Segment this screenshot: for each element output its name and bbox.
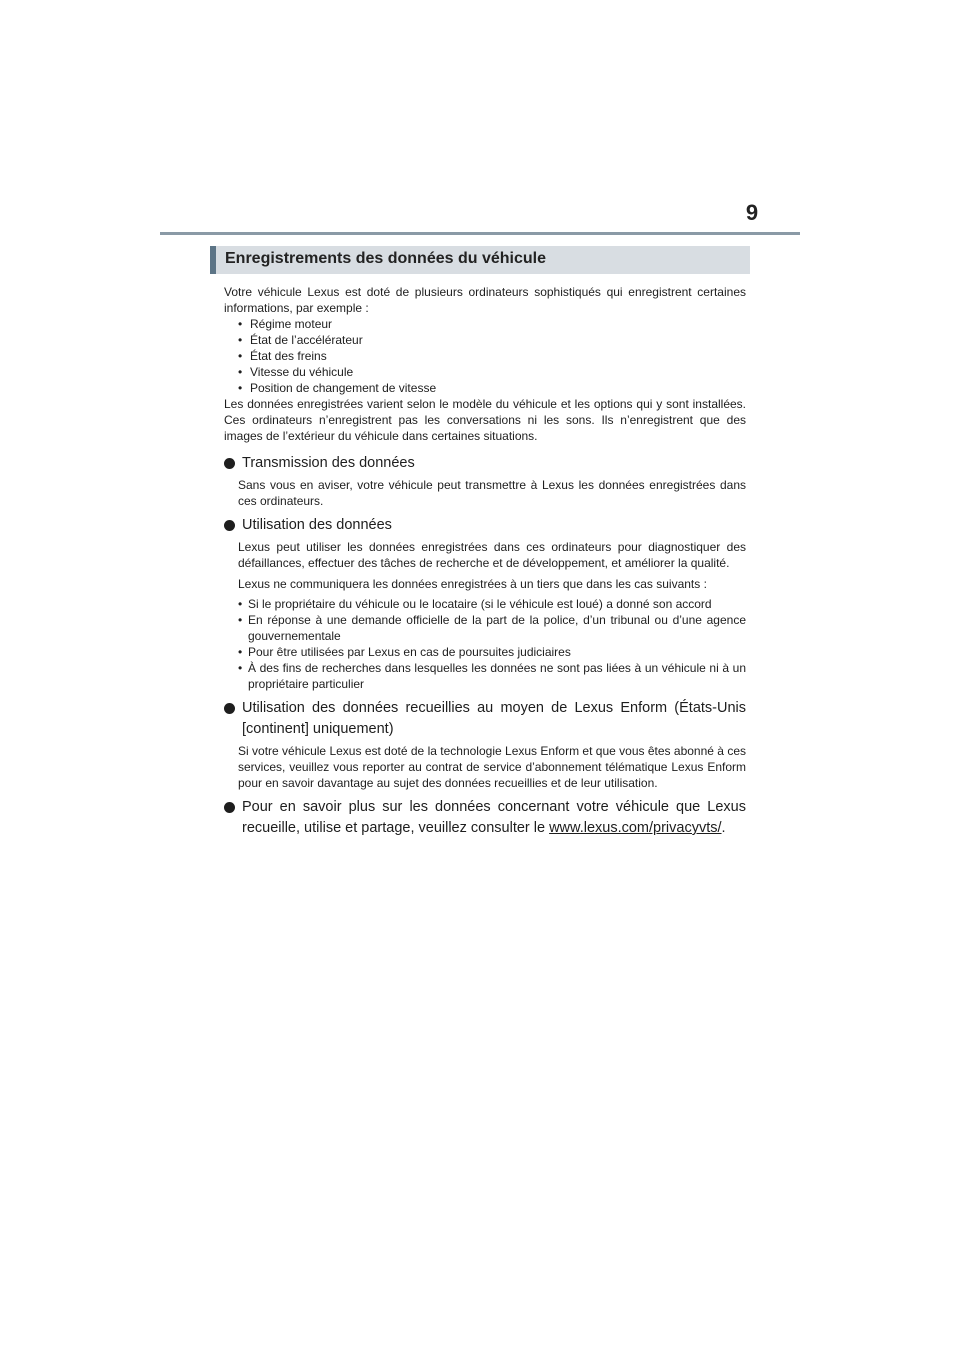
intro-after: Les données enregistrées varient selon le modèle du véhicule et les options qui y sont installées. Ces ordinateurs n’enregistrent pas les conversations ni les sons. Ils n’enregistrent que des images de l’extérieur du véhicule dans certaines situations.	[224, 397, 746, 443]
privacy-text: Pour en savoir plus sur les données concernant votre véhicule que Lexus recueille, utilise et partage, veuillez consulter le	[242, 799, 746, 836]
list-item: • Régime moteur	[238, 316, 746, 332]
bullet-dot-icon	[224, 520, 235, 531]
bullet-dot-icon	[224, 802, 235, 813]
utilisation-list	[238, 596, 746, 692]
list-item: • État des freins	[238, 348, 746, 364]
transmission-body	[238, 477, 746, 509]
enform-heading	[224, 698, 746, 740]
enform-body	[238, 743, 746, 791]
transmission-heading	[224, 453, 746, 474]
list-item: • Si le propriétaire du véhicule ou le locataire (si le véhicule est loué) a donné son accord	[238, 596, 746, 612]
privacy-link[interactable]: www.lexus.com/privacyvts/	[549, 820, 722, 836]
utilisation-text-1: Lexus peut utiliser les données enregistrées dans ces ordinateurs pour diagnostiquer des défaillances, effectuer des tâches de recherche et de développement, et améliorer la qualité.	[238, 540, 746, 570]
content	[224, 284, 746, 839]
section-title: Enregistrements des données du véhicule	[225, 250, 546, 267]
privacy-heading	[224, 797, 746, 839]
top-rule	[160, 232, 800, 235]
privacy-end: .	[721, 820, 726, 836]
list-item: • État de l’accélérateur	[238, 332, 746, 348]
intro-list	[238, 316, 746, 396]
list-item: • Position de changement de vitesse	[238, 380, 746, 396]
list-item: • À des fins de recherches dans lesquelles les données ne sont pas liées à un véhicule ni à un propriétaire particulier	[238, 660, 746, 692]
transmission-heading-text: Transmission des données	[242, 455, 415, 471]
list-item: • Vitesse du véhicule	[238, 364, 746, 380]
page-number: 9	[745, 200, 759, 225]
list-item: • En réponse à une demande officielle de la part de la police, d’un tribunal ou d’une agence gouvernementale	[238, 612, 746, 644]
list-item: • Pour être utilisées par Lexus en cas de poursuites judiciaires	[238, 644, 746, 660]
utilisation-heading-text: Utilisation des données	[242, 517, 392, 533]
enform-heading-text: Utilisation des données recueillies au moyen de Lexus Enform (États-Unis [continent] uniquement)	[242, 700, 746, 737]
transmission-text: Sans vous en aviser, votre véhicule peut transmettre à Lexus les données enregistrées dans ces ordinateurs.	[238, 478, 746, 508]
utilisation-heading	[224, 515, 746, 536]
intro-text: Votre véhicule Lexus est doté de plusieurs ordinateurs sophistiqués qui enregistrent certaines informations, par exemple :	[224, 285, 746, 315]
bullet-dot-icon	[224, 458, 235, 469]
utilisation-body	[238, 539, 746, 692]
section-header	[210, 246, 750, 274]
enform-text: Si votre véhicule Lexus est doté de la technologie Lexus Enform et que vous êtes abonné à ces services, veuillez vous reporter au contrat de service d’abonnement télématique Lexus Enform pour en savoir davantage au sujet des données recueillies et de leur utilisation.	[238, 744, 746, 790]
utilisation-text-2: Lexus ne communiquera les données enregistrées à un tiers que dans les cas suivants :	[238, 577, 707, 591]
bullet-dot-icon	[224, 703, 235, 714]
